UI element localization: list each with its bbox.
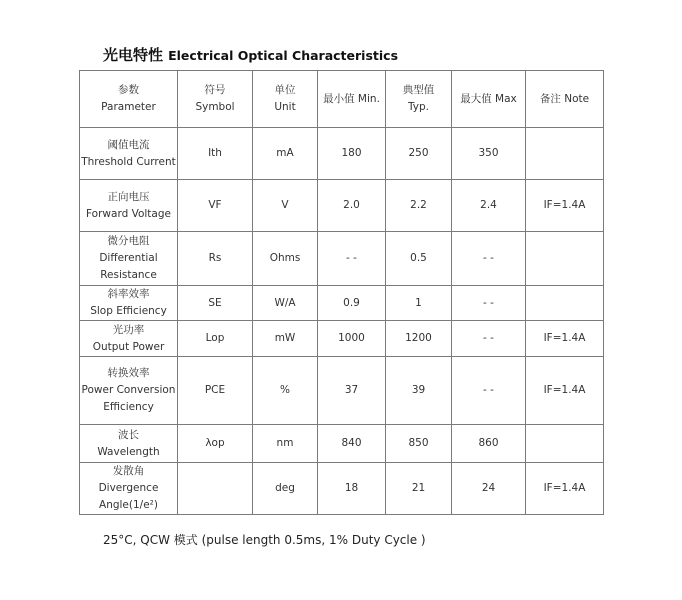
header-typ xyxy=(386,71,452,128)
cell-unit: deg xyxy=(253,463,318,515)
header-parameter-en: Parameter xyxy=(101,101,156,113)
cell-typ: 250 xyxy=(386,128,452,180)
header-symbol-en: Symbol xyxy=(195,101,235,113)
table-row xyxy=(80,128,604,180)
param-zh: 微分电阻 xyxy=(107,235,150,247)
cell-note: IF=1.4A xyxy=(526,321,604,357)
cell-max: - - xyxy=(452,321,526,357)
param-en: Forward Voltage xyxy=(86,207,171,220)
characteristics-table xyxy=(79,70,604,515)
cell-min: - - xyxy=(318,232,386,286)
cell-note xyxy=(526,425,604,463)
cell-symbol: PCE xyxy=(178,357,253,425)
cell-symbol: Rs xyxy=(178,232,253,286)
cell-symbol: Lop xyxy=(178,321,253,357)
param-zh: 光功率 xyxy=(112,323,145,336)
cell-note xyxy=(526,286,604,321)
cell-max: 860 xyxy=(452,425,526,463)
param-en: Threshold Current xyxy=(81,155,176,168)
cell-symbol: SE xyxy=(178,286,253,321)
cell-unit: % xyxy=(253,357,318,425)
cell-parameter xyxy=(80,463,178,515)
title-chinese: 光电特性 xyxy=(103,46,164,64)
table-row xyxy=(80,180,604,232)
cell-note: IF=1.4A xyxy=(526,357,604,425)
table-row xyxy=(80,321,604,357)
cell-max: - - xyxy=(452,357,526,425)
cell-min: 1000 xyxy=(318,321,386,357)
cell-unit: Ohms xyxy=(253,232,318,286)
cell-unit: V xyxy=(253,180,318,232)
header-unit xyxy=(253,71,318,128)
param-en: Divergence xyxy=(98,482,159,494)
param-en-2: Resistance xyxy=(100,269,157,281)
cell-typ: 39 xyxy=(386,357,452,425)
cell-typ: 0.5 xyxy=(386,232,452,286)
title-english: Electrical Optical Characteristics xyxy=(168,48,399,63)
page-title xyxy=(103,44,398,65)
cell-unit: mA xyxy=(253,128,318,180)
cell-typ: 2.2 xyxy=(386,180,452,232)
param-en: Output Power xyxy=(92,340,165,353)
cell-note: IF=1.4A xyxy=(526,180,604,232)
cell-unit: mW xyxy=(253,321,318,357)
test-conditions-note: 25°C, QCW 模式 (pulse length 0.5ms, 1% Duty Cycle ) xyxy=(103,533,426,547)
cell-max: - - xyxy=(452,286,526,321)
cell-max: - - xyxy=(452,232,526,286)
table-row xyxy=(80,286,604,321)
cell-max: 350 xyxy=(452,128,526,180)
param-zh: 阈值电流 xyxy=(107,138,150,151)
cell-max: 24 xyxy=(452,463,526,515)
param-en: Slop Efficiency xyxy=(90,305,167,317)
cell-min: 180 xyxy=(318,128,386,180)
cell-max: 2.4 xyxy=(452,180,526,232)
table-row xyxy=(80,232,604,286)
cell-min: 37 xyxy=(318,357,386,425)
header-note: 备注 Note xyxy=(526,71,604,128)
cell-symbol: VF xyxy=(178,180,253,232)
header-unit-en: Unit xyxy=(274,101,296,113)
header-symbol xyxy=(178,71,253,128)
cell-unit: W/A xyxy=(253,286,318,321)
cell-min: 2.0 xyxy=(318,180,386,232)
cell-note xyxy=(526,232,604,286)
cell-parameter xyxy=(80,357,178,425)
param-zh: 转换效率 xyxy=(107,367,150,379)
cell-unit: nm xyxy=(253,425,318,463)
cell-typ: 1200 xyxy=(386,321,452,357)
cell-parameter xyxy=(80,321,178,357)
header-max: 最大值 Max xyxy=(452,71,526,128)
cell-note: IF=1.4A xyxy=(526,463,604,515)
header-typ-zh: 典型值 xyxy=(402,84,435,96)
param-en: Power Conversion xyxy=(81,384,176,396)
cell-parameter xyxy=(80,286,178,321)
header-symbol-zh: 符号 xyxy=(204,84,226,96)
cell-min: 18 xyxy=(318,463,386,515)
cell-parameter xyxy=(80,128,178,180)
header-parameter-zh: 参数 xyxy=(118,84,139,96)
header-unit-zh: 单位 xyxy=(274,84,296,96)
param-en-2: Efficiency xyxy=(103,401,154,413)
cell-min: 0.9 xyxy=(318,286,386,321)
param-zh: 正向电压 xyxy=(107,190,150,203)
param-zh: 斜率效率 xyxy=(107,288,150,300)
param-en: Differential xyxy=(99,252,158,264)
param-en: Wavelength xyxy=(97,445,160,458)
cell-note xyxy=(526,128,604,180)
cell-symbol: Ith xyxy=(178,128,253,180)
cell-parameter xyxy=(80,425,178,463)
param-en-2: Angle(1/e²) xyxy=(99,499,158,511)
cell-typ: 850 xyxy=(386,425,452,463)
table-row xyxy=(80,357,604,425)
table-header-row xyxy=(80,71,604,128)
cell-typ: 1 xyxy=(386,286,452,321)
table-row xyxy=(80,463,604,515)
param-zh: 波长 xyxy=(118,428,139,441)
cell-parameter xyxy=(80,232,178,286)
cell-parameter xyxy=(80,180,178,232)
cell-typ: 21 xyxy=(386,463,452,515)
param-zh: 发散角 xyxy=(112,465,145,477)
cell-symbol: λop xyxy=(178,425,253,463)
cell-min: 840 xyxy=(318,425,386,463)
table-row xyxy=(80,425,604,463)
header-parameter xyxy=(80,71,178,128)
header-min: 最小值 Min. xyxy=(318,71,386,128)
cell-symbol xyxy=(178,463,253,515)
header-typ-en: Typ. xyxy=(408,101,429,113)
